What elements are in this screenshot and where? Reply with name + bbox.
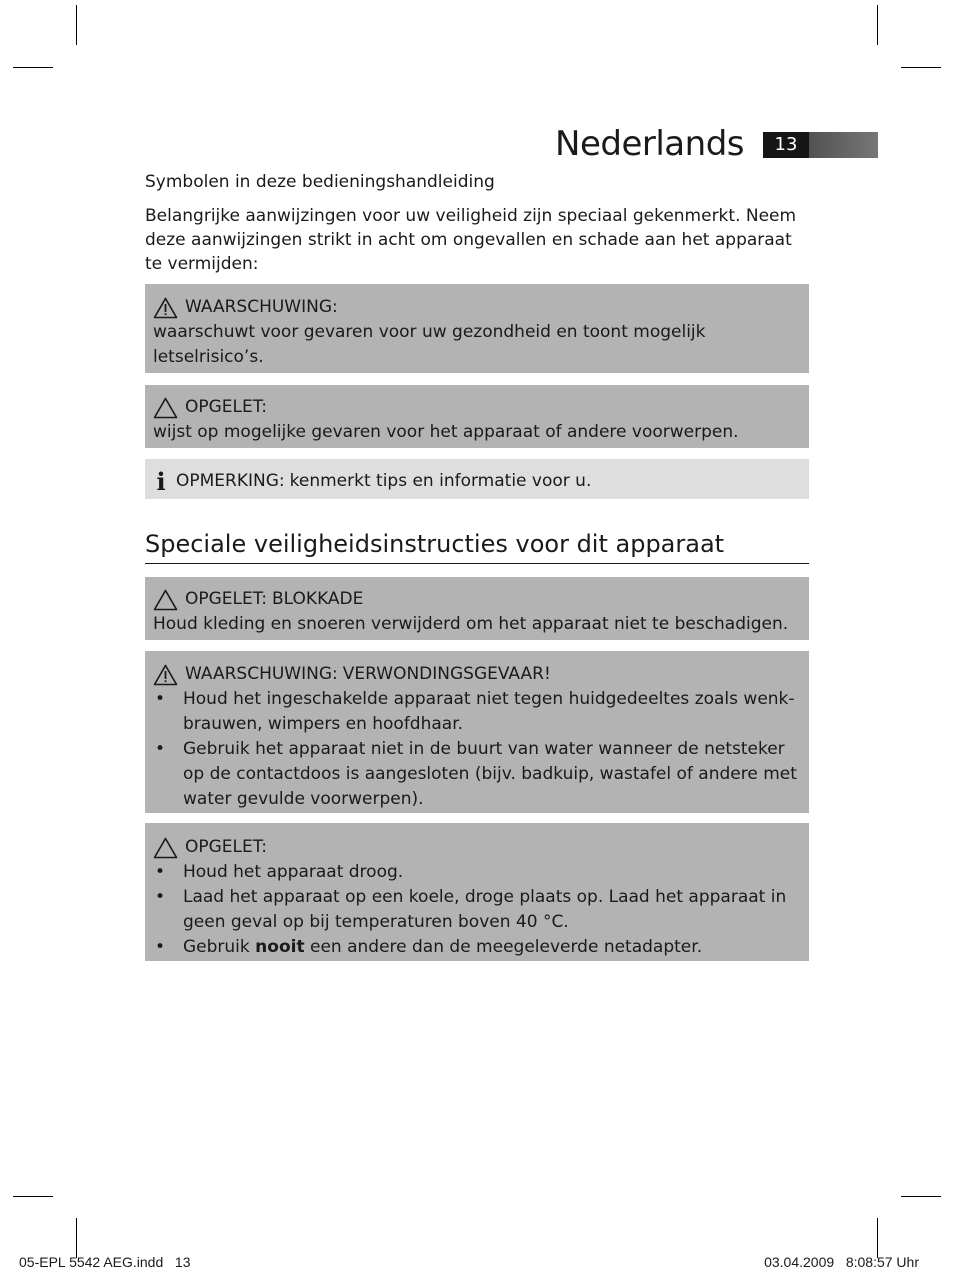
page-title: Nederlands [555,124,744,164]
list-item [153,935,801,960]
warning-triangle-icon [153,297,178,319]
list-item-text: een andere dan de meegeleverde netadapter. [304,937,703,957]
caution-triangle-icon [153,837,178,859]
intro-text: Belangrijke aanwijzingen voor uw veiligheid zijn speciaal gekenmerkt. Neem deze aanwijzingen strikt in acht om ongevallen en schade aan het apparaat te vermijden: [145,206,797,274]
crop-mark [13,67,53,68]
caution-triangle-icon [153,589,178,611]
box-label: OPMERKING: [176,471,285,491]
box-label: OPGELET: [185,837,268,857]
box-header [153,395,801,420]
symbol-box-warning [145,284,809,373]
section-title: Speciale veiligheidsinstructies voor dit apparaat [145,527,809,564]
box-header [153,835,801,860]
box-header [153,662,801,687]
box-label: WAARSCHUWING: [185,297,338,317]
bullet-list [153,687,801,812]
bullet-list [153,860,801,960]
crop-mark [76,1218,77,1258]
footer-file: 05-EPL 5542 AEG.indd 13 [19,1254,191,1270]
list-item: • Houd het ingeschakelde apparaat niet tegen huidgedeeltes zoals wenk-brauwen, wimpers en hoofdhaar. [153,687,801,737]
box-text: wijst op mogelijke gevaren voor het apparaat of andere voorwerpen. [153,422,739,442]
crop-mark [13,1196,53,1197]
box-header [153,587,801,612]
list-item: • Gebruik het apparaat niet in de buurt van water wanneer de netsteker op de contactdoos is aangesloten (bijv. badkuip, wastafel of andere met water gevulde voorwerpen). [153,737,801,812]
list-item: • Laad het apparaat op een koele, droge plaats op. Laad het apparaat in geen geval op bij temperaturen boven 40 °C. [153,885,801,935]
page-number: 13 [763,132,809,158]
box-text: waarschuwt voor gevaren voor uw gezondheid en toont mogelijk letselrisico’s. [153,322,706,367]
box-text: Houd kleding en snoeren verwijderd om het apparaat niet te beschadigen. [153,614,789,634]
crop-mark [901,67,941,68]
list-item: • Houd het apparaat droog. [153,860,801,885]
symbol-box-caution [145,385,809,448]
box-label-suffix: BLOKKADE [272,589,364,609]
box-header [153,295,801,320]
box-label-suffix: VERWONDINGSGEVAAR! [342,664,551,684]
box-label: OPGELET: [185,397,268,417]
notice-caution-list [145,823,809,961]
crop-mark [877,1218,878,1258]
notice-blockage [145,577,809,640]
info-icon: i [156,467,166,496]
warning-triangle-icon [153,664,178,686]
intro-section [145,170,809,276]
box-text: kenmerkt tips en informatie voor u. [289,471,592,491]
crop-mark [76,5,77,45]
box-header [153,469,801,494]
notice-injury [145,651,809,813]
box-label: OPGELET: [185,589,268,609]
list-item-text: Gebruik [183,937,256,957]
box-label: WAARSCHUWING: [185,664,338,684]
symbol-box-note [145,459,809,499]
intro-heading: Symbolen in deze bedieningshandleiding [145,172,495,192]
footer-timestamp: 03.04.2009 8:08:57 Uhr [764,1254,919,1270]
crop-mark [901,1196,941,1197]
emphasis-text: nooit [255,937,305,957]
caution-triangle-icon [153,397,178,419]
crop-mark [877,5,878,45]
